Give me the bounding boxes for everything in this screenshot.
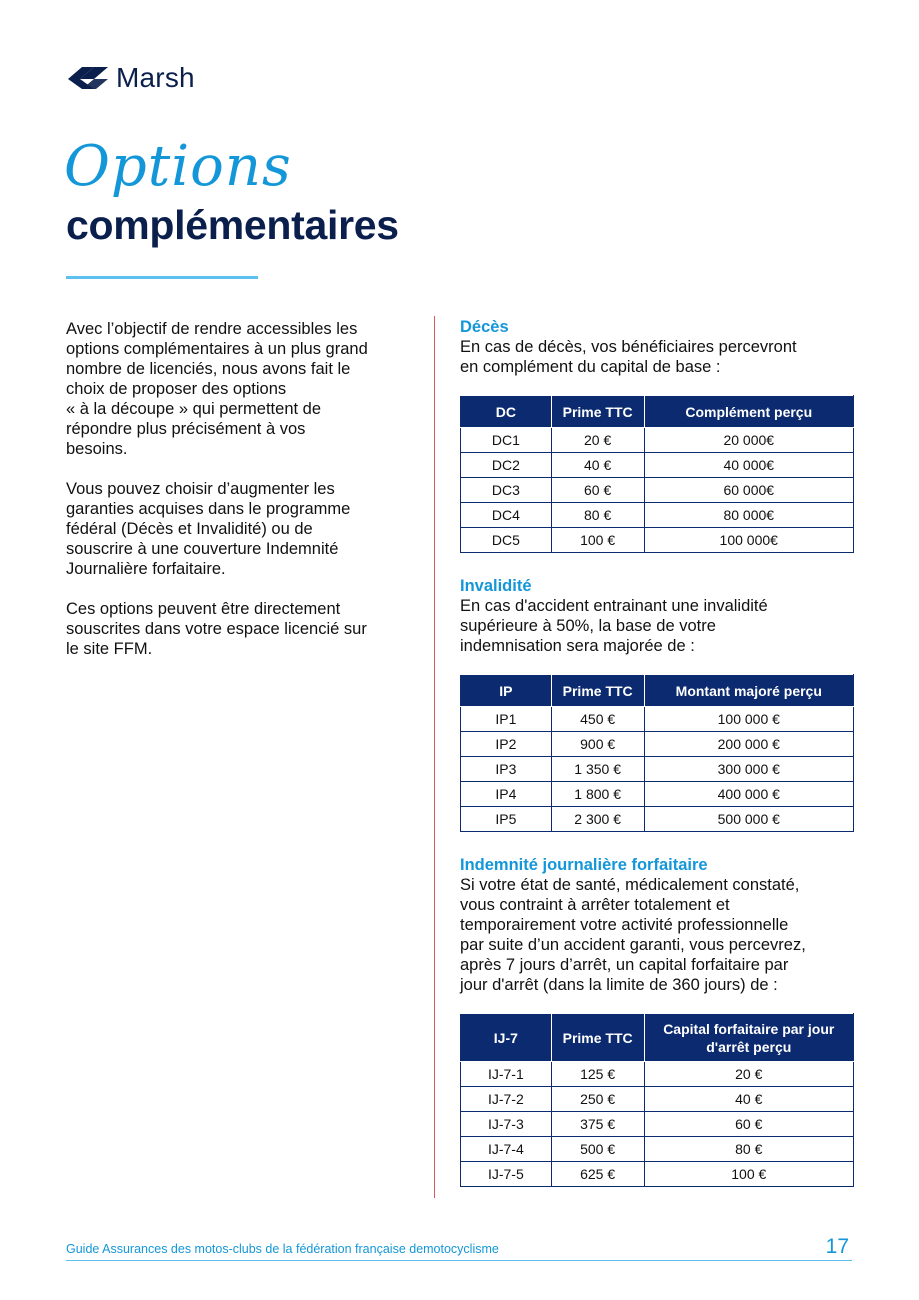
options-column: [460, 317, 854, 1187]
table-row: [461, 478, 854, 503]
table-cell: IJ-7-5: [461, 1162, 552, 1187]
table-cell: 40 €: [551, 453, 644, 478]
intro-text: [66, 319, 418, 679]
table-row: [461, 782, 854, 807]
table-row: [461, 807, 854, 832]
table-cell: 80 000€: [644, 503, 853, 528]
table-cell: DC3: [461, 478, 552, 503]
title-underline: [66, 276, 258, 279]
brand-logo: [66, 64, 195, 92]
table-header: DC: [461, 396, 552, 428]
table-cell: IP5: [461, 807, 552, 832]
table-cell: 100 000 €: [644, 707, 853, 732]
table-header: Capital forfaitaire par jour d'arrêt perçu: [644, 1014, 853, 1062]
brand-name: Marsh: [116, 62, 195, 93]
table-cell: 1 350 €: [551, 757, 644, 782]
table-row: [461, 757, 854, 782]
table-cell: 2 300 €: [551, 807, 644, 832]
table-cell: 20 000€: [644, 428, 853, 453]
invalidite-table: [460, 674, 854, 832]
table-header: Complément perçu: [644, 396, 853, 428]
table-cell: 60 €: [644, 1112, 853, 1137]
section-title: Indemnité journalière forfaitaire: [460, 856, 708, 874]
table-cell: 100 €: [551, 528, 644, 553]
table-cell: 20 €: [644, 1062, 853, 1087]
intro-paragraph: Ces options peuvent être directement souscrites dans votre espace licencié sur le site FFM.: [66, 600, 367, 658]
table-cell: 100 000€: [644, 528, 853, 553]
table-cell: IJ-7-3: [461, 1112, 552, 1137]
table-cell: 200 000 €: [644, 732, 853, 757]
indemnite-table: [460, 1013, 854, 1187]
deces-table: [460, 395, 854, 553]
section-invalidite: [460, 576, 854, 832]
intro-paragraph: Avec l’objectif de rendre accessibles les options complémentaires à un plus grand nombre de licenciés, nous avons fait le choix de proposer des options « à la découpe » qui permettent de répondre plus précisément à vos besoins.: [66, 320, 368, 458]
table-row: [461, 1087, 854, 1112]
table-row: [461, 1162, 854, 1187]
page-number: 17: [825, 1235, 849, 1258]
table-cell: 450 €: [551, 707, 644, 732]
section-text: En cas de décès, vos bénéficiaires percevront en complément du capital de base :: [460, 338, 797, 376]
table-cell: 500 €: [551, 1137, 644, 1162]
table-cell: 60 €: [551, 478, 644, 503]
table-cell: 100 €: [644, 1162, 853, 1187]
table-cell: 40 000€: [644, 453, 853, 478]
table-cell: 1 800 €: [551, 782, 644, 807]
table-cell: 375 €: [551, 1112, 644, 1137]
table-header: Prime TTC: [551, 396, 644, 428]
table-row: [461, 428, 854, 453]
table-cell: 60 000€: [644, 478, 853, 503]
page-title-script: Options: [64, 134, 292, 199]
table-cell: IP1: [461, 707, 552, 732]
table-cell: 250 €: [551, 1087, 644, 1112]
table-cell: 300 000 €: [644, 757, 853, 782]
table-cell: 80 €: [644, 1137, 853, 1162]
section-title: Décès: [460, 318, 509, 336]
table-row: [461, 707, 854, 732]
table-cell: 125 €: [551, 1062, 644, 1087]
table-row: [461, 1062, 854, 1087]
table-cell: IJ-7-2: [461, 1087, 552, 1112]
table-header: Prime TTC: [551, 1014, 644, 1062]
section-text: En cas d'accident entrainant une invalidité supérieure à 50%, la base de votre indemnisation sera majorée de :: [460, 597, 768, 655]
table-cell: DC4: [461, 503, 552, 528]
table-row: [461, 453, 854, 478]
table-cell: DC2: [461, 453, 552, 478]
table-row: [461, 503, 854, 528]
table-row: [461, 1137, 854, 1162]
section-text: Si votre état de santé, médicalement constaté, vous contraint à arrêter totalement et temporairement votre activité professionnelle par suite d’un accident garanti, vous percevrez, après 7 jours d’arrêt, un capital forfaitaire par jour d'arrêt (dans la limite de 360 jours) de :: [460, 876, 806, 994]
intro-paragraph: Vous pouvez choisir d’augmenter les garanties acquises dans le programme fédéral (Décès et Invalidité) ou de souscrire à une couverture Indemnité Journalière forfaitaire.: [66, 480, 351, 578]
table-cell: DC5: [461, 528, 552, 553]
table-cell: IJ-7-4: [461, 1137, 552, 1162]
table-header: Montant majoré perçu: [644, 675, 853, 707]
table-cell: IP2: [461, 732, 552, 757]
marsh-logo-icon: [66, 65, 110, 91]
column-divider: [434, 316, 435, 1198]
table-row: [461, 732, 854, 757]
section-indemnite: [460, 855, 854, 1187]
table-cell: IP3: [461, 757, 552, 782]
table-cell: 20 €: [551, 428, 644, 453]
table-header: Prime TTC: [551, 675, 644, 707]
footer-text: Guide Assurances des motos-clubs de la fédération française demotocyclisme: [66, 1242, 499, 1256]
table-row: [461, 528, 854, 553]
section-deces: [460, 317, 854, 553]
table-cell: IJ-7-1: [461, 1062, 552, 1087]
table-cell: IP4: [461, 782, 552, 807]
table-cell: DC1: [461, 428, 552, 453]
table-header: IJ-7: [461, 1014, 552, 1062]
table-cell: 400 000 €: [644, 782, 853, 807]
section-title: Invalidité: [460, 577, 532, 595]
table-row: [461, 1112, 854, 1137]
page-title: complémentaires: [66, 202, 399, 248]
table-cell: 625 €: [551, 1162, 644, 1187]
table-cell: 80 €: [551, 503, 644, 528]
table-header: IP: [461, 675, 552, 707]
table-cell: 40 €: [644, 1087, 853, 1112]
table-cell: 900 €: [551, 732, 644, 757]
footer-rule: [66, 1260, 852, 1261]
table-cell: 500 000 €: [644, 807, 853, 832]
